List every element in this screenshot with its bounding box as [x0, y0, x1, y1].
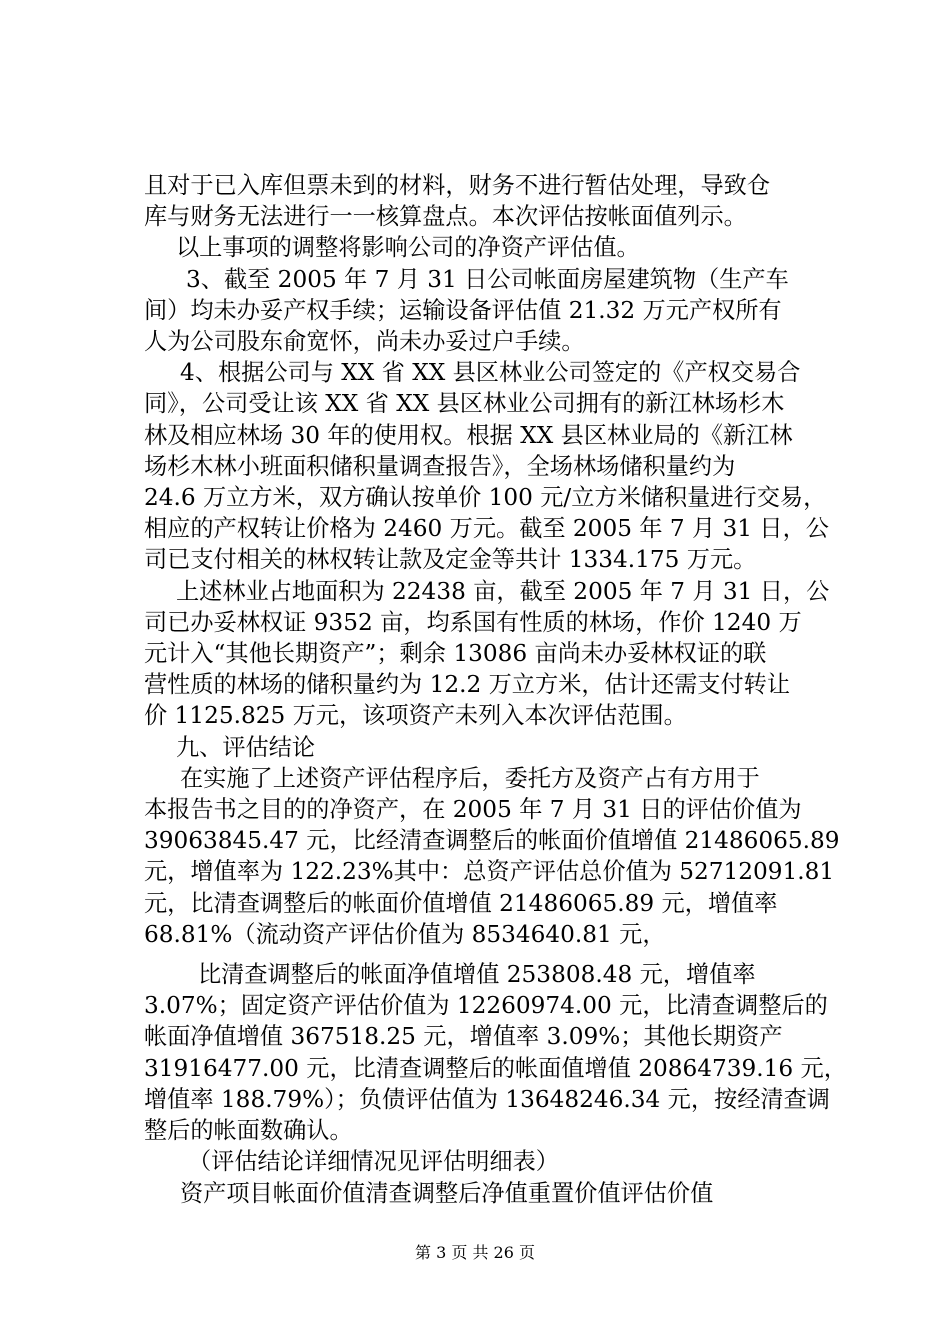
text-line: 在实施了上述资产评估程序后，委托方及资产占有方用于: [180, 764, 760, 792]
text-line: 相应的产权转让价格为 2460 万元。截至 2005 年 7 月 31 日，公: [144, 515, 829, 543]
paragraph-item-3: [144, 264, 834, 358]
text-line: 司已办妥林权证 9352 亩，均系国有性质的林场，作价 1240 万: [144, 608, 802, 636]
section-heading-conclusion: [144, 732, 834, 763]
text-line: 3.07%；固定资产评估价值为 12260974.00 元，比清查调整后的: [144, 992, 828, 1020]
text-line: 比清查调整后的帐面净值增值 253808.48 元，增值率: [198, 961, 756, 989]
text-line: （评估结论详细情况见评估明细表）: [188, 1148, 559, 1176]
text-line: 资产项目帐面价值清查调整后净值重置价值评估价值: [180, 1179, 714, 1207]
paragraph-forest-land: [144, 576, 834, 732]
text-line: 元，比清查调整后的帐面价值增值 21486065.89 元，增值率: [144, 889, 778, 917]
text-line: 元，增值率为 122.23%其中：总资产评估总价值为 52712091.81: [144, 858, 835, 886]
text-line: 库与财务无法进行一一核算盘点。本次评估按帐面值列示。: [144, 203, 747, 231]
document-body: [144, 170, 847, 1209]
text-line: 林及相应林场 30 年的使用权。根据 XX 县区林业局的《新江林: [144, 421, 793, 449]
text-line: 24.6 万立方米，双方确认按单价 100 元/立方米储积量进行交易，: [144, 484, 827, 512]
text-line: 帐面净值增值 367518.25 元，增值率 3.09%；其他长期资产: [144, 1023, 783, 1051]
paragraph-inventory-note: [144, 170, 834, 232]
paragraph-valuation-summary: [144, 763, 840, 950]
text-line: 3、截至 2005 年 7 月 31 日公司帐面房屋建筑物（生产车: [186, 265, 789, 293]
paragraph-item-4: [144, 357, 834, 575]
paragraph-see-details: [144, 1146, 834, 1177]
text-line: 人为公司股东俞宽怀，尚未办妥过户手续。: [144, 328, 585, 356]
paragraph-valuation-details: [144, 959, 847, 1146]
text-line: 68.81%（流动资产评估价值为 8534640.81 元，: [144, 920, 666, 948]
text-line: 本报告书之目的的净资产，在 2005 年 7 月 31 日的评估价值为: [144, 796, 802, 824]
text-line: 营性质的林场的储积量约为 12.2 万立方米，估计还需支付转让: [144, 671, 791, 699]
text-line: 同》，公司受让该 XX 省 XX 县区林业公司拥有的新江林场杉木: [144, 390, 785, 418]
page-number-footer: 第 3 页 共 26 页: [415, 1243, 535, 1262]
text-line: 增值率 188.79%）；负债评估值为 13648246.34 元，按经清查调: [144, 1085, 830, 1113]
text-line: 4、根据公司与 XX 省 XX 县区林业公司签定的《产权交易合: [180, 359, 801, 387]
paragraph-adjustment-impact: [144, 232, 834, 263]
text-line: 上述林业占地面积为 22438 亩，截至 2005 年 7 月 31 日，公: [176, 577, 830, 605]
text-line: 九、评估结论: [176, 733, 316, 761]
text-line: 39063845.47 元，比经清查调整后的帐面价值增值 21486065.89: [144, 827, 840, 855]
text-line: 价 1125.825 万元，该项资产未列入本次评估范围。: [144, 702, 687, 730]
paragraph-table-header: [144, 1178, 834, 1209]
text-line: 且对于已入库但票未到的材料，财务不进行暂估处理，导致仓: [144, 172, 771, 199]
text-line: 司已支付相关的林权转让款及定金等共计 1334.175 万元。: [144, 546, 757, 574]
text-line: 元计入“其他长期资产”；剩余 13086 亩尚未办妥林权证的联: [144, 640, 767, 668]
text-line: 场杉木林小班面积储积量调查报告》，全场林场储积量约为: [144, 452, 736, 480]
text-line: 间）均未办妥产权手续；运输设备评估值 21.32 万元产权所有: [144, 296, 782, 324]
text-line: 整后的帐面数确认。: [144, 1117, 353, 1145]
text-line: 以上事项的调整将影响公司的净资产评估值。: [176, 234, 640, 262]
text-line: 31916477.00 元，比清查调整后的帐面值增值 20864739.16 元，: [144, 1054, 847, 1082]
